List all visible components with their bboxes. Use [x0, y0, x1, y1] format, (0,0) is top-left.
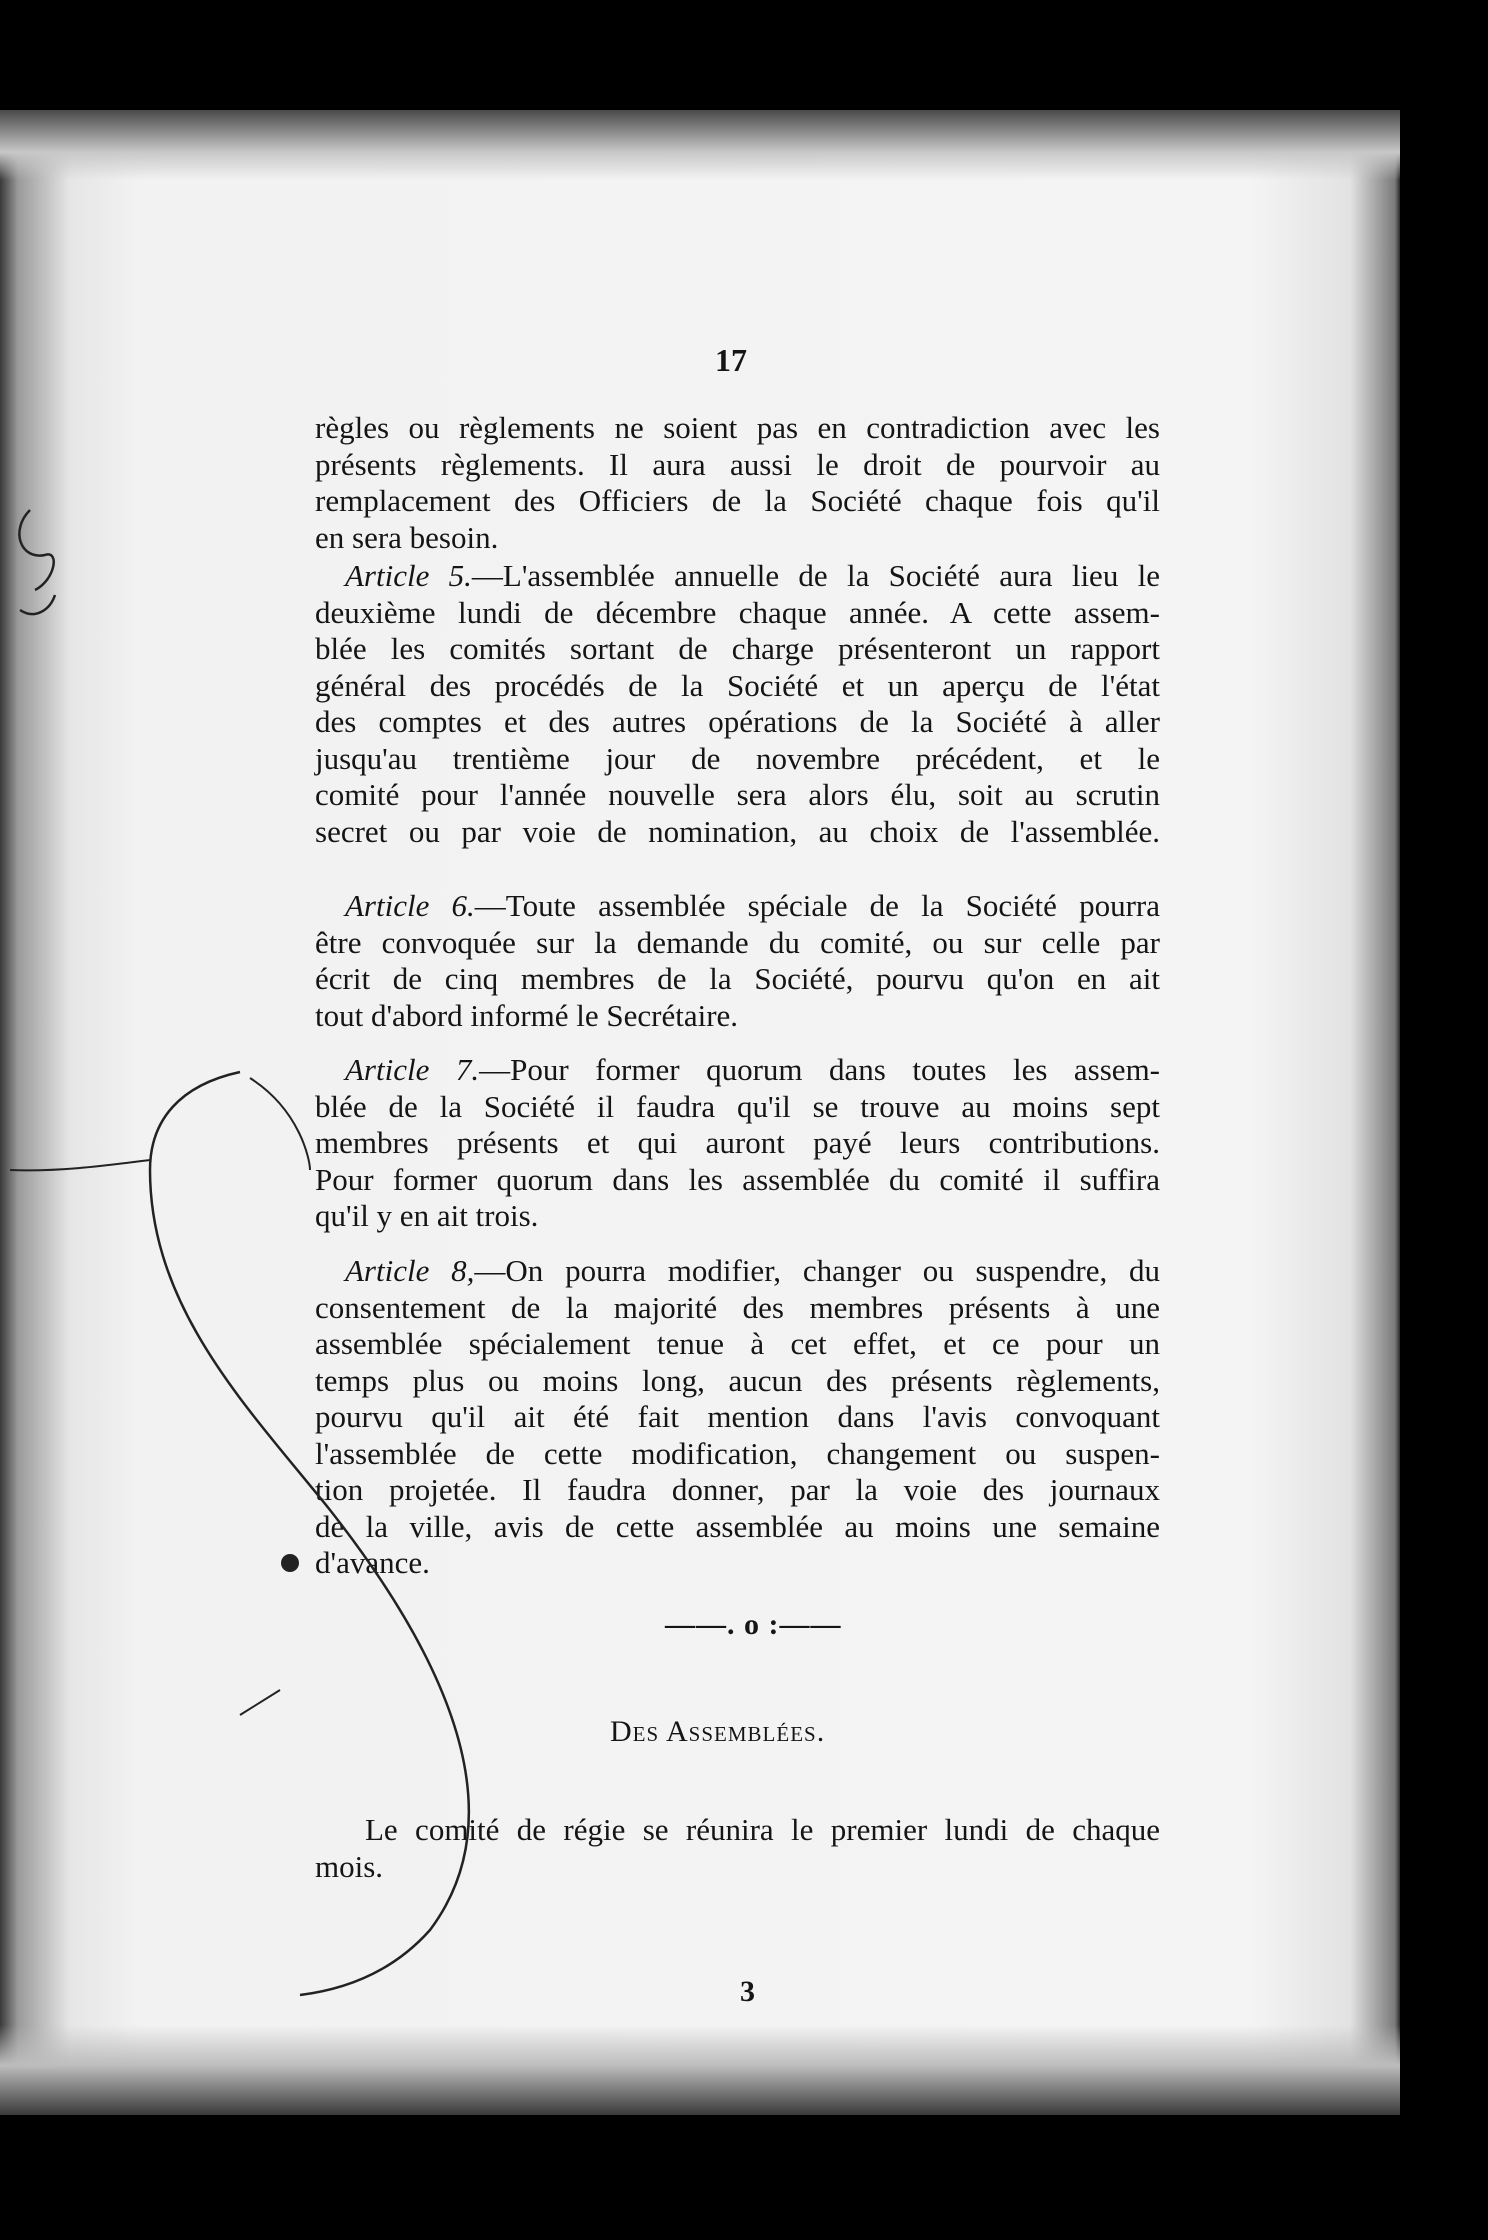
article-7-text: [315, 1052, 1160, 1235]
text-line: secret ou par voie de nomination, au choix de l'assemblée.: [315, 813, 1160, 849]
text-line: de la ville, avis de cette assemblée au moins une semaine: [315, 1508, 1160, 1544]
text-line: des comptes et des autres opérations de la Société à aller: [315, 704, 1160, 739]
text-line: général des procédés de la Société et un aperçu de l'état: [315, 667, 1160, 703]
text-line: [315, 1052, 1160, 1089]
article-5-text: [315, 558, 1160, 850]
text-line: jusqu'au trentième jour de novembre précédent, et le: [315, 740, 1160, 776]
text-line: écrit de cinq membres de la Société, pourvu qu'on en ait: [315, 961, 1160, 996]
text-line: [315, 558, 1160, 595]
text-fragment: —L'assemblée annuelle de la Société aura lieu le: [471, 558, 1160, 593]
section-title: Des Assemblées.: [610, 1715, 826, 1748]
page-number: 17: [715, 342, 747, 378]
text-line: en sera besoin.: [315, 519, 499, 555]
text-line: deuxième lundi de décembre chaque année. A cette assem-: [315, 594, 1160, 630]
article-8-text: [315, 1253, 1160, 1582]
text-line: Pour former quorum dans les assemblée du comité il suffira: [315, 1161, 1160, 1197]
article-8: [315, 1253, 1160, 1624]
section-divider: ——. o :——: [665, 1608, 842, 1641]
text-line: consentement de la majorité des membres présents à une: [315, 1289, 1160, 1325]
text-line: assemblée spécialement tenue à cet effet, et ce pour un: [315, 1326, 1160, 1361]
text-line: [315, 1253, 1160, 1290]
text-line: mois.: [315, 1848, 384, 1884]
text-fragment: —Pour former quorum dans toutes les assem-: [479, 1052, 1161, 1087]
text-line: qu'il y en ait trois.: [315, 1198, 539, 1233]
pencil-tick-stroke: [10, 1160, 150, 1170]
article-6: [315, 888, 1160, 1076]
text-line: d'avance.: [315, 1545, 430, 1580]
pencil-tick-stroke: [240, 1690, 280, 1715]
paper-sheet: [0, 110, 1400, 2115]
article-label: Article 5.: [345, 558, 472, 593]
text-line: remplacement des Officiers de la Société chaque fois qu'il: [315, 483, 1160, 518]
text-line: l'assemblée de cette modification, changement ou suspen-: [315, 1435, 1160, 1471]
text-line: comité pour l'année nouvelle sera alors élu, soit au scrutin: [315, 777, 1160, 812]
text-line: [315, 888, 1160, 925]
text-line: tion projetée. Il faudra donner, par la voie des journaux: [315, 1472, 1160, 1507]
page-content: [0, 110, 1400, 2115]
article-label: Article 7.: [345, 1052, 480, 1087]
article-label: Article 8,: [345, 1253, 475, 1288]
article-6-text: [315, 888, 1160, 1034]
margin-scribble: [19, 510, 55, 614]
text-line: temps plus ou moins long, aucun des présents règlements,: [315, 1362, 1160, 1398]
article-5: [315, 558, 1160, 892]
text-fragment: —Toute assemblée spéciale de la Société pourra: [474, 888, 1160, 923]
ink-blot: [281, 1554, 299, 1572]
text-line: règles ou règlements ne soient pas en contradiction avec les: [315, 410, 1160, 445]
section-paragraph: [315, 1812, 1160, 1885]
pencil-loop-stroke: [250, 1078, 310, 1170]
text-line: présents règlements. Il aura aussi le droit de pourvoir au: [315, 446, 1160, 482]
text-line: membres présents et qui auront payé leurs contributions.: [315, 1125, 1160, 1160]
signature-mark: 3: [740, 1975, 755, 2008]
text-fragment: —On pourra modifier, changer ou suspendre, du: [474, 1253, 1161, 1288]
article-7: [315, 1052, 1160, 1277]
text-line: blée les comités sortant de charge présenteront un rapport: [315, 631, 1160, 666]
article-label: Article 6.: [345, 888, 475, 923]
text-line: blée de la Société il faudra qu'il se trouve au moins sept: [315, 1088, 1160, 1124]
text-line: Le comité de régie se réunira le premier lundi de chaque: [365, 1812, 1160, 1847]
text-line: pourvu qu'il ait été fait mention dans l'avis convoquant: [315, 1399, 1160, 1434]
intro-text: [315, 410, 1160, 556]
text-line: être convoquée sur la demande du comité, ou sur celle par: [315, 924, 1160, 960]
text-line: tout d'abord informé le Secrétaire.: [315, 997, 739, 1033]
